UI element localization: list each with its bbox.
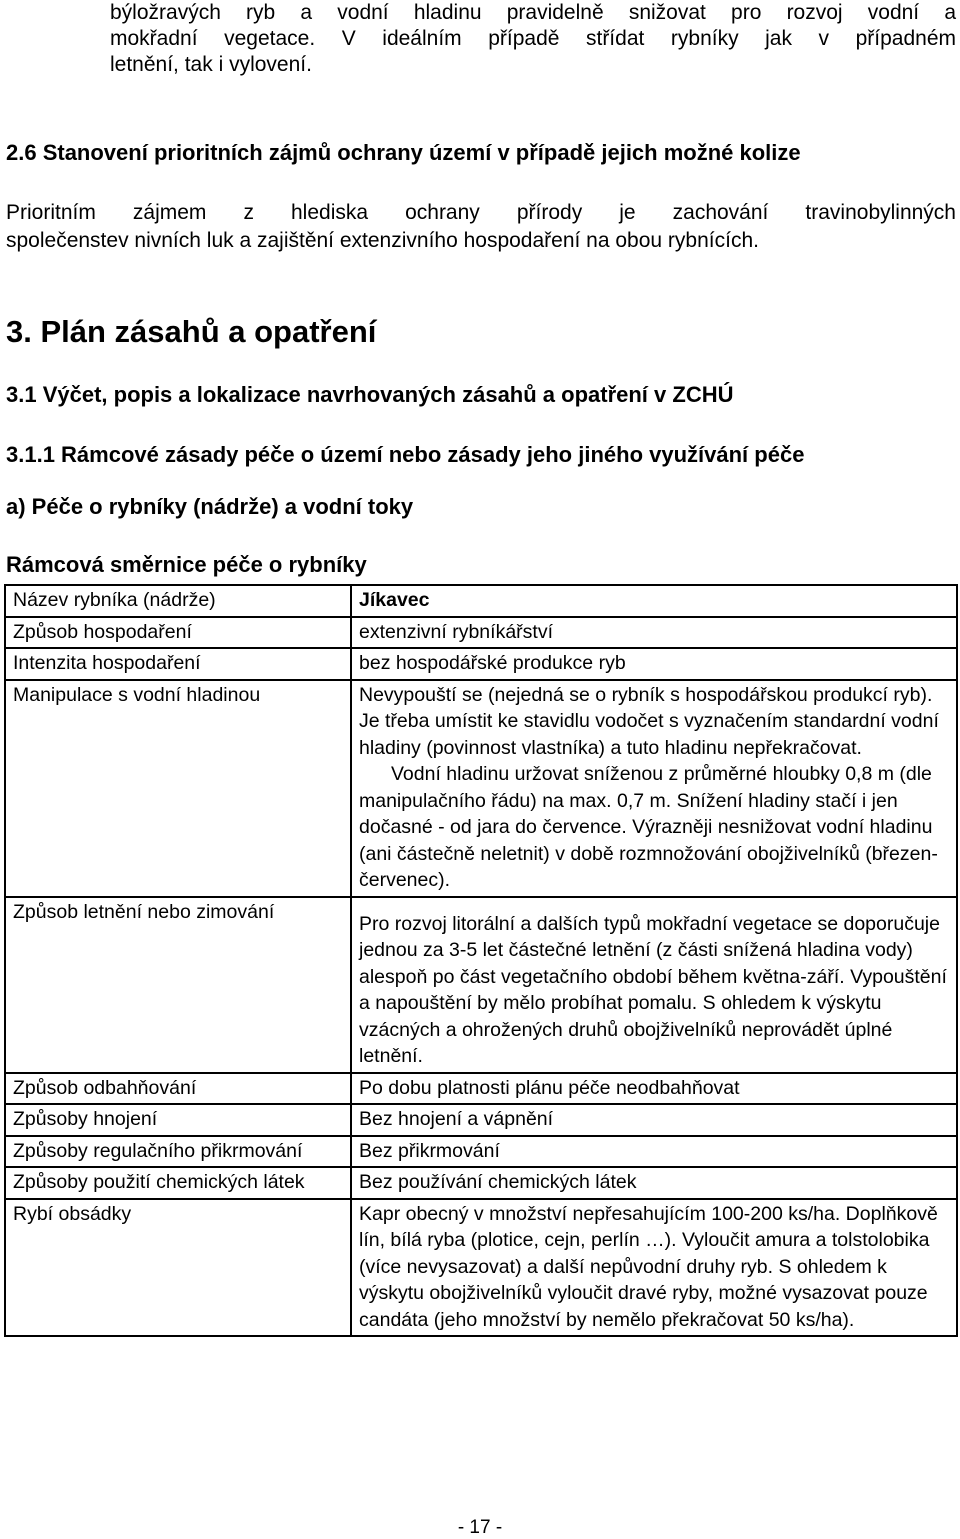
- section-2-6-heading: 2.6 Stanovení prioritních zájmů ochrany území v případě jejich možné kolize: [6, 140, 801, 165]
- table-row: [5, 680, 957, 897]
- table-row: [5, 1167, 957, 1199]
- row-label: Způsob letnění nebo zimování: [5, 897, 351, 1073]
- table-row: [5, 1073, 957, 1105]
- row-value: [351, 680, 957, 897]
- table-row: [5, 648, 957, 680]
- paragraph-line: Prioritním zájmem z hlediska ochrany přírody je zachování travinobylinných: [6, 201, 956, 224]
- row-label: Způsoby regulačního přikrmování: [5, 1136, 351, 1168]
- row-value: [351, 897, 957, 1073]
- section-2-6-paragraph: [6, 199, 956, 255]
- section-3-1-heading: 3.1 Výčet, popis a lokalizace navrhovaných zásahů a opatření v ZCHÚ: [6, 382, 734, 407]
- row-label: Způsob hospodaření: [5, 617, 351, 649]
- table-title: Rámcová směrnice péče o rybníky: [6, 552, 367, 577]
- value-paragraph: Nevypouští se (nejedná se o rybník s hospodářskou produkcí ryb). Je třeba umístit ke stavidlu vodočet s vyznačením standardní vodní hladiny (povinnost vlastníka) a tuto hladinu nepřekračovat.: [359, 683, 939, 759]
- paragraph-line: společenstev nivních luk a zajištění extenzivního hospodaření na obou rybnících.: [6, 229, 759, 252]
- intro-line: býložravých ryb a vodní hladinu pravidelně snižovat pro rozvoj vodní a: [110, 1, 956, 24]
- row-value: Kapr obecný v množství nepřesahujícím 100-200 ks/ha. Doplňkově lín, bílá ryba (plotice, cejn, perlín …). Vyloučit amura a tolstolobika (více nevysazovat) a další nepůvodní druhy ryb. S ohledem k výskytu obojživelníků vyloučit dravé ryby, možné vysazovat pouze candáta (jeho množství by nemělo překračovat 50 ks/ha).: [351, 1199, 957, 1337]
- section-3-1-1-heading: 3.1.1 Rámcové zásady péče o území nebo zásady jeho jiného využívání péče: [6, 442, 805, 467]
- table-row: [5, 897, 957, 1073]
- value-paragraph: Vodní hladinu uržovat sníženou z průměrné hloubky 0,8 m (dle manipulačního řádu) na max. 0,7 m. Snížení hladiny stačí i jen dočasné - od jara do července. Výrazněji nesnižovat vodní hladinu (ani částečně neletnit) v době rozmnožování obojživelníků (březen-červenec).: [359, 763, 938, 891]
- section-3-heading: 3. Plán zásahů a opatření: [6, 314, 377, 349]
- table-row: [5, 1136, 957, 1168]
- pond-care-table: [4, 584, 958, 1337]
- row-label: Způsob odbahňování: [5, 1073, 351, 1105]
- intro-line: mokřadní vegetace. V ideálním případě střídat rybníky jak v případném: [110, 27, 956, 50]
- page-number: - 17 -: [457, 1517, 503, 1538]
- intro-paragraph: [110, 0, 956, 78]
- row-label: Způsoby použití chemických látek: [5, 1167, 351, 1199]
- row-value: Po dobu platnosti plánu péče neodbahňovat: [351, 1073, 957, 1105]
- row-value: Bez přikrmování: [351, 1136, 957, 1168]
- table-row: [5, 1104, 957, 1136]
- table-row: [5, 1199, 957, 1337]
- row-value: Jíkavec: [351, 585, 957, 617]
- table-row: [5, 617, 957, 649]
- row-value: Bez hnojení a vápnění: [351, 1104, 957, 1136]
- row-label: Rybí obsádky: [5, 1199, 351, 1337]
- row-label: Způsoby hnojení: [5, 1104, 351, 1136]
- subsection-a-heading: a) Péče o rybníky (nádrže) a vodní toky: [6, 494, 414, 519]
- row-value: bez hospodářské produkce ryb: [351, 648, 957, 680]
- row-label: Manipulace s vodní hladinou: [5, 680, 351, 897]
- row-label: Intenzita hospodaření: [5, 648, 351, 680]
- row-value: Bez používání chemických látek: [351, 1167, 957, 1199]
- intro-line: letnění, tak i vylovení.: [110, 53, 312, 76]
- value-paragraph: Pro rozvoj litorální a dalších typů mokřadní vegetace se doporučuje jednou za 3-5 let částečné letnění (z části snížená hladina vody) alespoň po část vegetačního období během května-září. Vypouštění a napouštění by mělo probíhat pomalu. S ohledem k výskytu vzácných a ohrožených druhů obojživelníků neprovádět úplné letnění.: [359, 912, 947, 1067]
- row-value: extenzivní rybníkářství: [351, 617, 957, 649]
- row-label: Název rybníka (nádrže): [5, 585, 351, 617]
- table-row: [5, 585, 957, 617]
